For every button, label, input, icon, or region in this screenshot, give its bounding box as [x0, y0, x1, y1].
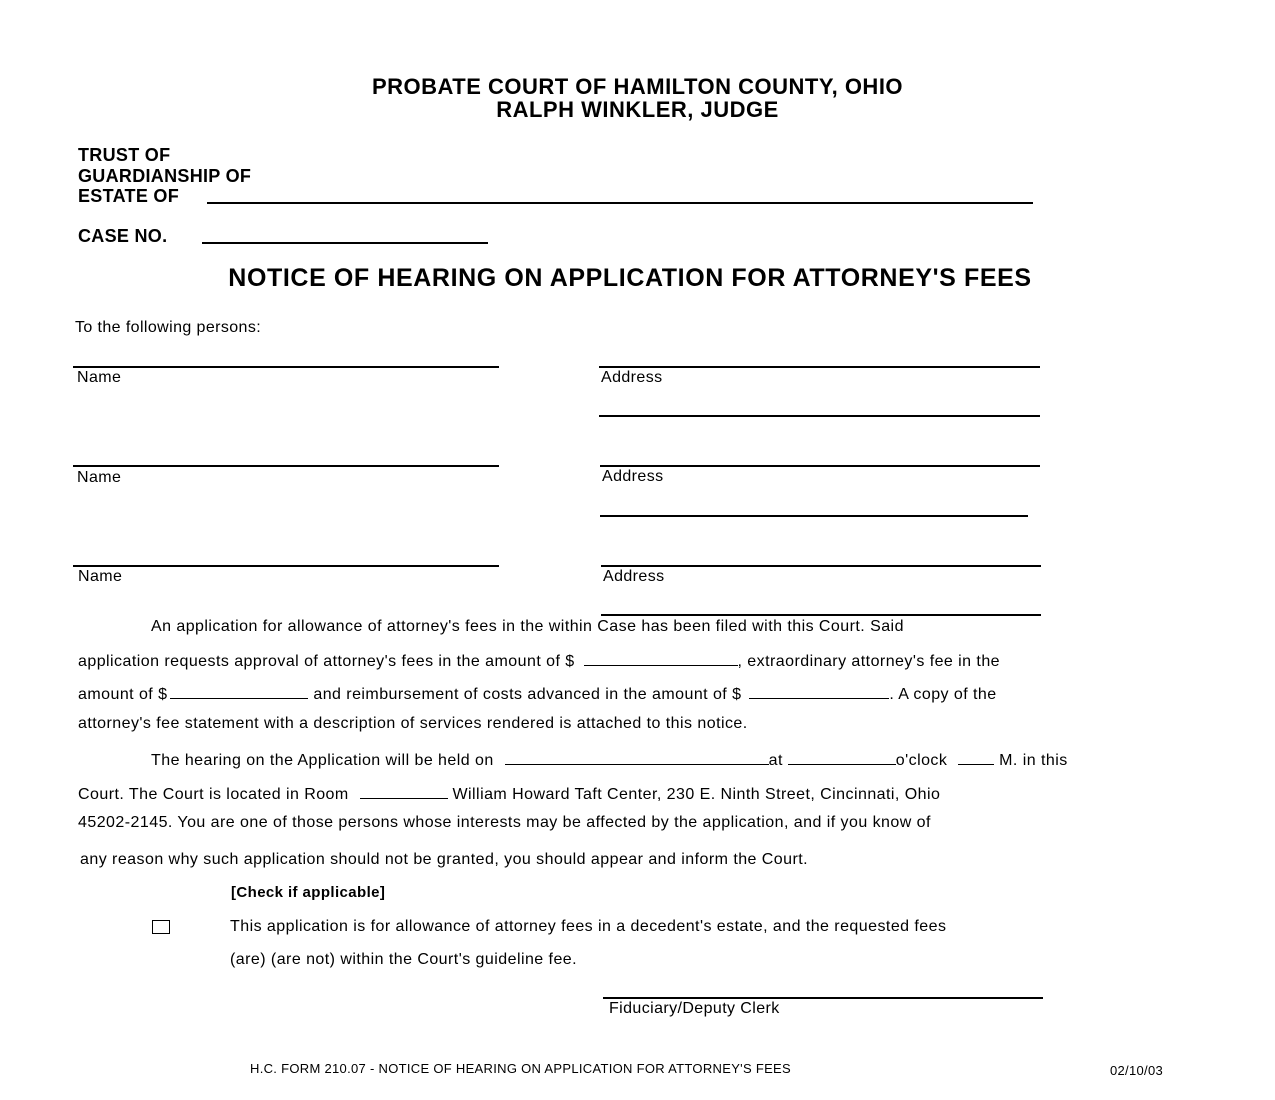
form-number: H.C. FORM 210.07 - NOTICE OF HEARING ON APPLICATION FOR ATTORNEY'S FEES	[250, 1061, 791, 1076]
address-field-3a[interactable]	[601, 565, 1041, 567]
name-label-1: Name	[77, 369, 122, 386]
checkbox-text-line1: This application is for allowance of attorney fees in a decedent's estate, and the requested fees	[230, 918, 947, 935]
para2-line2-text-b: William Howard Taft Center, 230 E. Ninth Street, Cincinnati, Ohio	[452, 786, 941, 803]
checkbox-text-line2: (are) (are not) within the Court's guideline fee.	[230, 951, 578, 968]
para2-line1	[151, 750, 1068, 770]
para2-line3: 45202-2145. You are one of those persons whose interests may be affected by the application, and if you know of	[78, 814, 931, 831]
form-date: 02/10/03	[1110, 1063, 1164, 1078]
name-label-2: Name	[77, 469, 122, 486]
para2-line1-text-c: o'clock	[895, 752, 948, 769]
para2-line1-text-a: The hearing on the Application will be held on	[151, 752, 494, 769]
attorney-fee-amount-field[interactable]	[584, 651, 738, 666]
para1-line2-text-b: , extraordinary attorney's fee in the	[737, 653, 1001, 670]
signature-field[interactable]	[603, 997, 1043, 999]
para2-line1-text-d: M. in this	[999, 752, 1068, 769]
name-field-1[interactable]	[73, 366, 499, 368]
check-if-applicable-heading: [Check if applicable]	[231, 884, 386, 901]
para1-line2-text-a: application requests approval of attorney's fees in the amount of $	[78, 653, 575, 670]
para2-line4: any reason why such application should not be granted, you should appear and inform the Court.	[80, 851, 809, 868]
estate-of-label: ESTATE OF	[78, 186, 180, 206]
recipients-intro: To the following persons:	[75, 319, 262, 336]
para1-line3-text-a: amount of $	[78, 686, 168, 703]
am-pm-field[interactable]	[958, 750, 994, 765]
trust-of-label: TRUST OF	[78, 145, 171, 165]
para1-line2	[78, 651, 1000, 671]
name-label-3: Name	[78, 568, 123, 585]
address-field-3b[interactable]	[601, 614, 1041, 616]
address-field-2b[interactable]	[600, 515, 1028, 517]
address-field-2a[interactable]	[600, 465, 1040, 467]
case-no-label: CASE NO.	[78, 226, 168, 246]
para1-line3	[78, 684, 997, 704]
decedent-estate-checkbox[interactable]	[152, 920, 170, 934]
address-field-1a[interactable]	[599, 366, 1040, 368]
para1-line3-text-b: and reimbursement of costs advanced in the amount of $	[313, 686, 742, 703]
address-label-2: Address	[602, 468, 664, 485]
name-field-3[interactable]	[73, 565, 499, 567]
address-field-1b[interactable]	[599, 415, 1040, 417]
form-title: NOTICE OF HEARING ON APPLICATION FOR ATTORNEY'S FEES	[228, 264, 1032, 292]
room-number-field[interactable]	[360, 784, 448, 799]
para2-line2-text-a: Court. The Court is located in Room	[78, 786, 349, 803]
para1-line3-text-c: . A copy of the	[889, 686, 997, 703]
court-name: PROBATE COURT OF HAMILTON COUNTY, OHIO	[371, 74, 904, 99]
name-field-2[interactable]	[73, 465, 499, 467]
address-label-1: Address	[601, 369, 663, 386]
para1-line4: attorney's fee statement with a description of services rendered is attached to this notice.	[78, 715, 748, 732]
para1-line1: An application for allowance of attorney's fees in the within Case has been filed with this Court. Said	[151, 618, 904, 635]
extraordinary-fee-amount-field[interactable]	[170, 684, 308, 699]
hearing-date-field[interactable]	[505, 750, 769, 765]
judge-name: RALPH WINKLER, JUDGE	[496, 97, 779, 122]
address-label-3: Address	[603, 568, 665, 585]
case-no-field[interactable]	[202, 242, 488, 244]
hearing-time-field[interactable]	[788, 750, 896, 765]
signature-label: Fiduciary/Deputy Clerk	[609, 1000, 780, 1017]
para2-line1-text-b: at	[768, 752, 783, 769]
para2-line2	[78, 784, 940, 804]
costs-amount-field[interactable]	[749, 684, 889, 699]
guardianship-of-label: GUARDIANSHIP OF	[78, 166, 252, 186]
estate-name-field[interactable]	[207, 202, 1033, 204]
